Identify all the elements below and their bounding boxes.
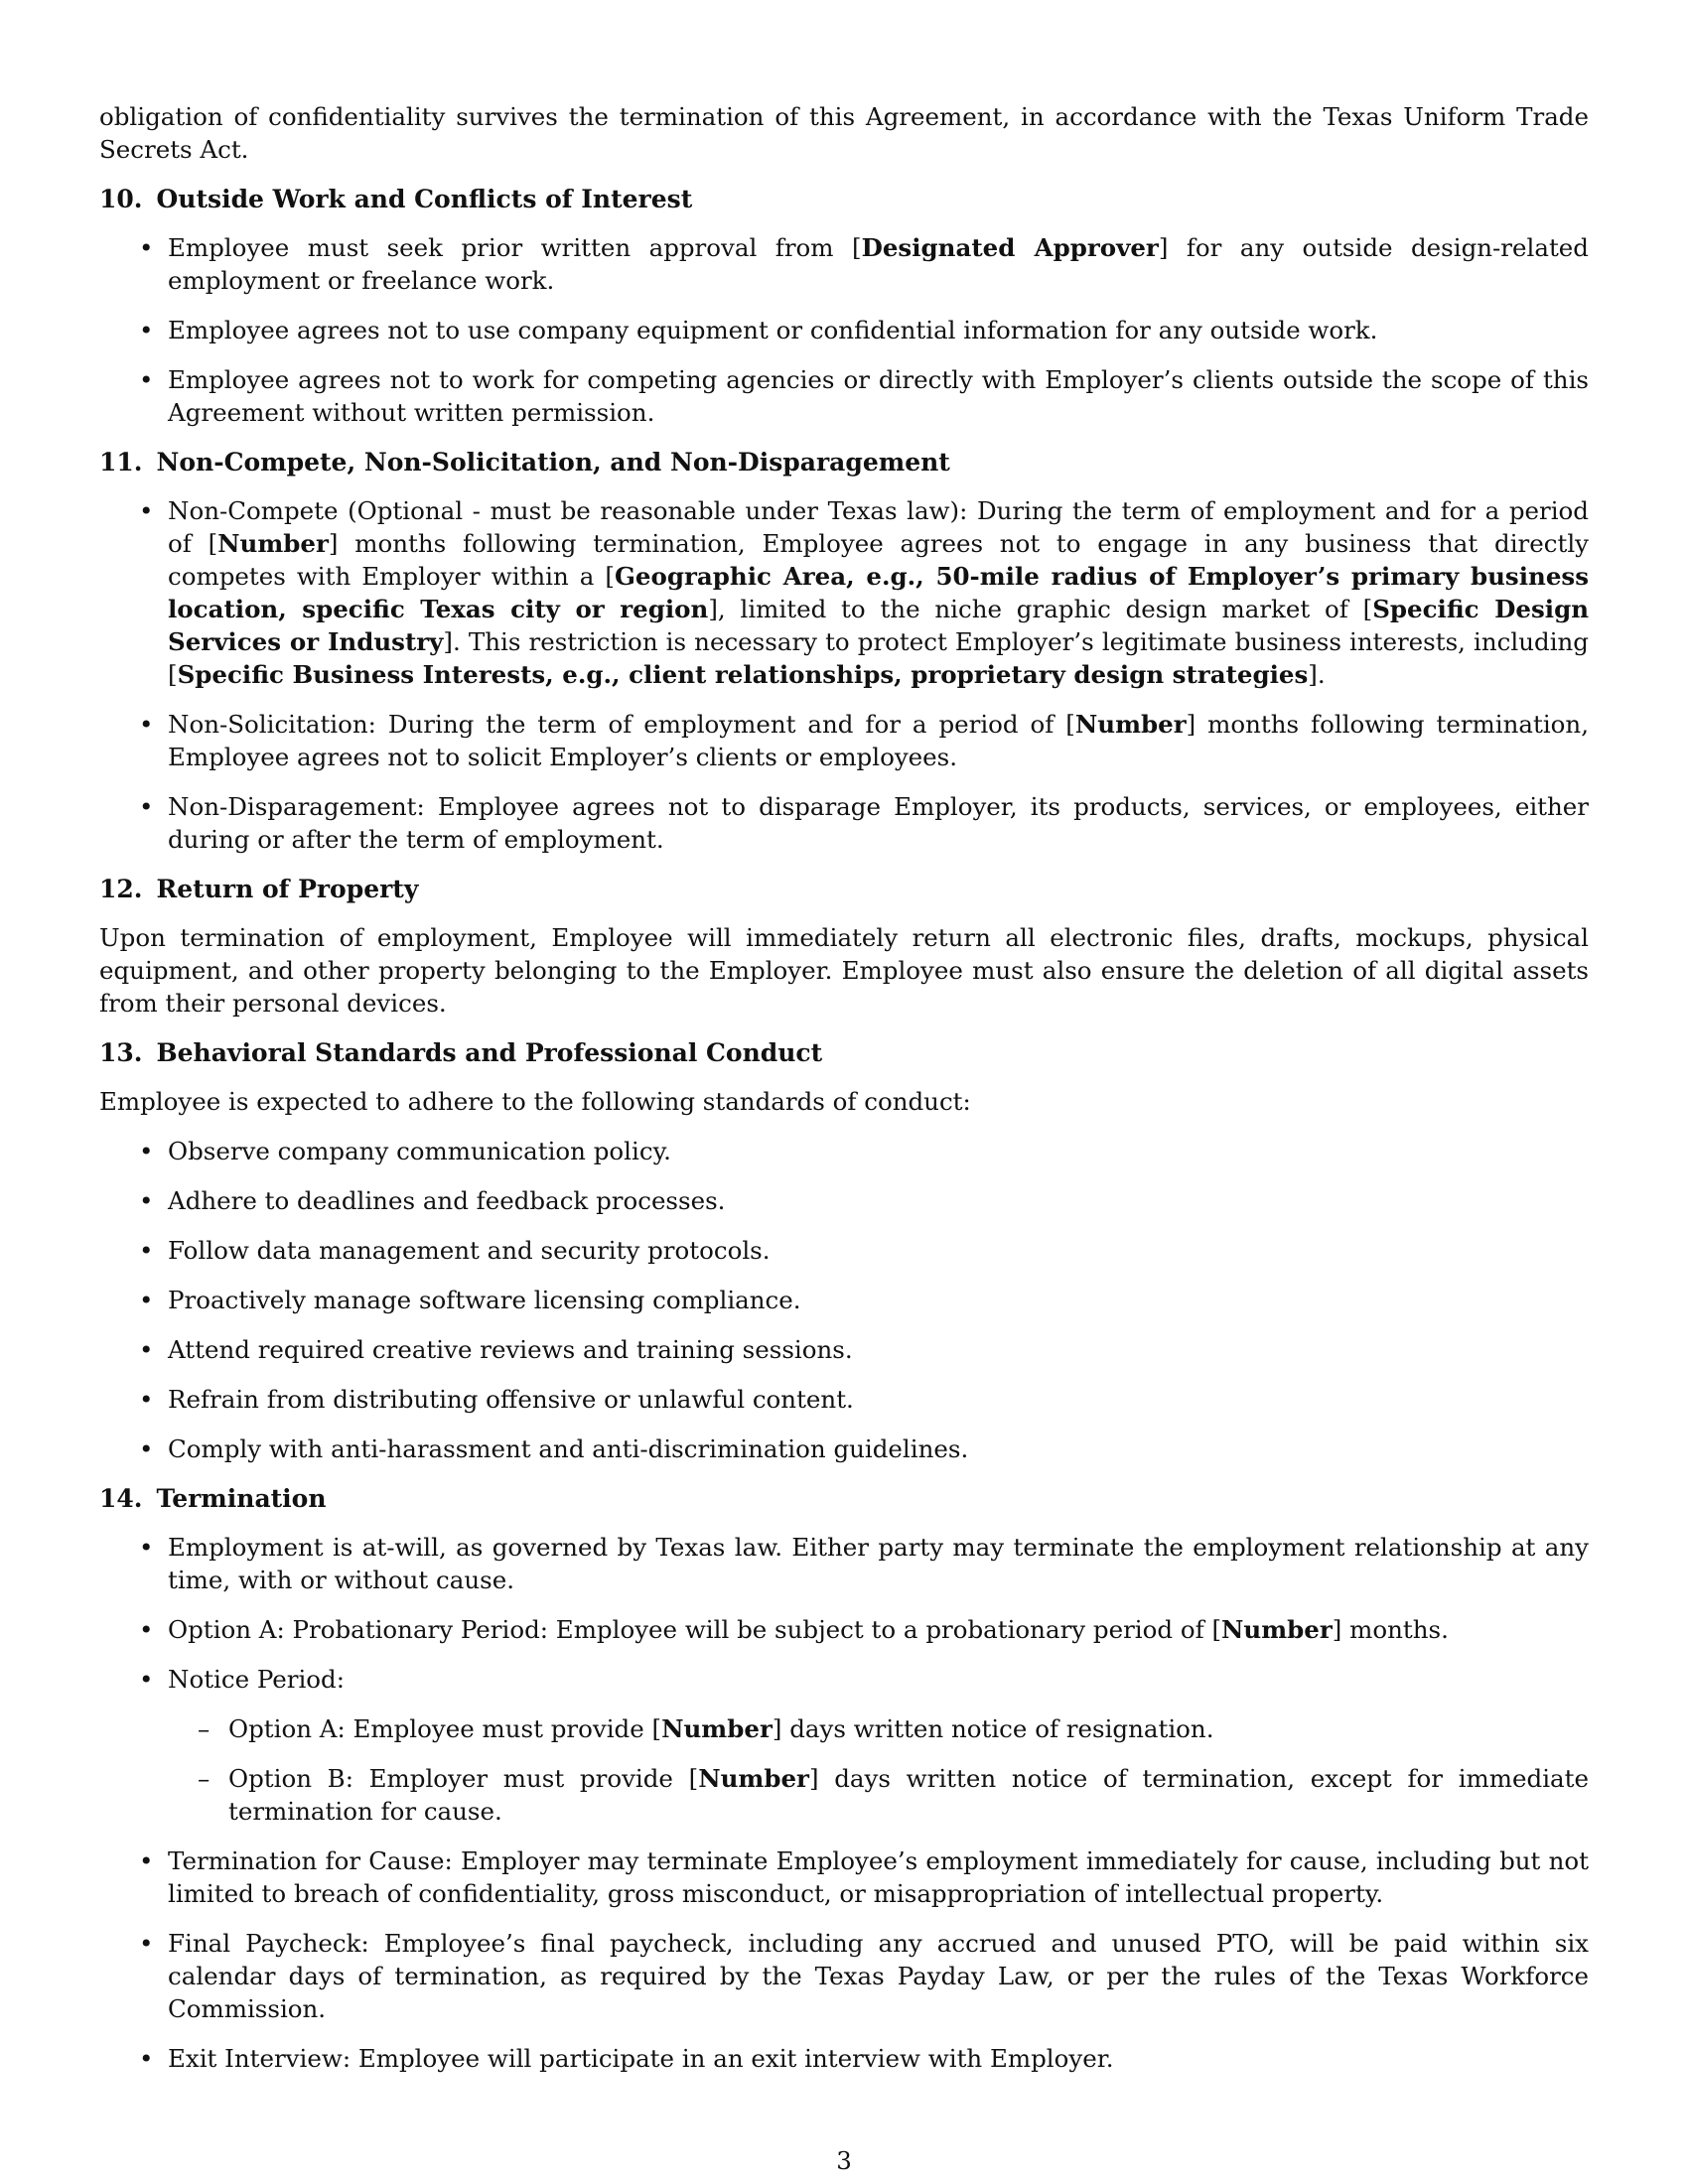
list-item: • Proactively manage software licensing compliance.: [99, 1284, 1589, 1316]
text-run: ] months following termination, Employee agrees not to engage in any business that directly competes with Employer within a [: [168, 529, 1589, 591]
list-item-exit-interview: • Exit Interview: Employee will participate in an exit interview with Employer.: [99, 2042, 1589, 2075]
section-title: Behavioral Standards and Professional Conduct: [156, 1038, 823, 1067]
section-number: 12.: [99, 875, 143, 903]
text-run: ] months following termination, Employee agrees not to solicit Employer’s clients or employees.: [168, 710, 1589, 771]
list-item-non-solicitation: [99, 708, 1589, 773]
list-item: • Refrain from distributing offensive or unlawful content.: [99, 1383, 1589, 1416]
section-number: 14.: [99, 1484, 143, 1513]
text-run: Non-Solicitation: During the term of employment and for a period of [: [168, 710, 1075, 739]
list-item-termination-for-cause: • Termination for Cause: Employer may terminate Employee’s employment immediately for cause, including but not limited to breach of confidentiality, gross misconduct, or misappropriation of intellectual property.: [99, 1844, 1589, 1910]
text-run: Option B: Employer must provide [: [228, 1764, 699, 1793]
sublist-item: [168, 1762, 1589, 1828]
text-run: ], limited to the niche graphic design market of [: [708, 595, 1373, 623]
section-title: Termination: [156, 1484, 327, 1513]
list-item-non-compete: [99, 494, 1589, 691]
text-run: Non-Compete (Optional - must be reasonable under Texas law): During the term of employment and for a period of [: [168, 496, 1589, 558]
placeholder-field: Number: [217, 529, 329, 558]
list-item: • Follow data management and security protocols.: [99, 1234, 1589, 1267]
section-title: Outside Work and Conflicts of Interest: [156, 185, 693, 213]
section-10-list: [99, 231, 1589, 429]
text-run: ] months.: [1332, 1615, 1449, 1644]
text-run: ]. This restriction is necessary to protect Employer’s legitimate business interests, including [: [168, 627, 1589, 689]
list-item: • Comply with anti-harassment and anti-discrimination guidelines.: [99, 1433, 1589, 1465]
list-item-non-disparagement: • Non-Disparagement: Employee agrees not to disparage Employer, its products, services, or employees, either during or after the term of employment.: [99, 790, 1589, 856]
text-run: Employee must seek prior written approval from [: [168, 233, 862, 262]
text-run: ] for any outside design-related employment or freelance work.: [168, 233, 1589, 295]
list-item-probation: [99, 1613, 1589, 1646]
list-item-at-will: • Employment is at-will, as governed by Texas law. Either party may terminate the employment relationship at any time, with or without cause.: [99, 1531, 1589, 1596]
placeholder-field: Number: [1074, 710, 1187, 739]
section-14-list: [99, 1531, 1589, 2075]
page-number: 3: [836, 2146, 852, 2175]
section-number: 13.: [99, 1038, 143, 1067]
document-page: [99, 100, 1589, 2092]
list-item: • Employee agrees not to work for competing agencies or directly with Employer’s clients outside the scope of this Agreement without written permission.: [99, 363, 1589, 429]
placeholder-field: Number: [1221, 1615, 1333, 1644]
text-run: ] days written notice of resignation.: [772, 1714, 1214, 1743]
section-title: Return of Property: [156, 875, 419, 903]
notice-sublist: [168, 1712, 1589, 1828]
sublist-item: [168, 1712, 1589, 1745]
section-number: 10.: [99, 185, 143, 213]
text-run: Option A: Probationary Period: Employee will be subject to a probationary period of [: [168, 1615, 1222, 1644]
list-item: • Observe company communication policy.: [99, 1135, 1589, 1167]
placeholder-field: Number: [661, 1714, 773, 1743]
text-run: ] days written notice of termination, except for immediate termination for cause.: [228, 1764, 1589, 1826]
placeholder-field: Geographic Area, e.g., 50-mile radius of Employer’s primary business location, specific Texas city or region: [168, 562, 1589, 623]
placeholder-field: Designated Approver: [861, 233, 1159, 262]
section-number: 11.: [99, 448, 143, 477]
section-13-heading: [99, 1036, 1589, 1069]
section-12-heading: [99, 873, 1589, 905]
text-run: Option A: Employee must provide [: [228, 1714, 662, 1743]
placeholder-field: Specific Design Services or Industry: [168, 595, 1590, 656]
section-14-heading: [99, 1482, 1589, 1515]
section-13-intro: Employee is expected to adhere to the following standards of conduct:: [99, 1087, 971, 1116]
text-run: ].: [1308, 660, 1326, 689]
section-12-body: Upon termination of employment, Employee will immediately return all electronic files, drafts, mockups, physical equipment, and other property belonging to the Employer. Employee must also ensure the deletion of all digital assets from their personal devices.: [99, 923, 1589, 1018]
list-item: • Adhere to deadlines and feedback processes.: [99, 1184, 1589, 1217]
list-item: [99, 231, 1589, 297]
list-item: • Employee agrees not to use company equipment or confidential information for any outside work.: [99, 314, 1589, 346]
section-10-heading: [99, 183, 1589, 215]
section-11-heading: [99, 446, 1589, 478]
list-item-final-paycheck: • Final Paycheck: Employee’s final paycheck, including any accrued and unused PTO, will be paid within six calendar days of termination, as required by the Texas Payday Law, or per the rules of the Texas Workforce Commission.: [99, 1927, 1589, 2025]
text-run: Notice Period:: [168, 1665, 345, 1694]
list-item: • Attend required creative reviews and training sessions.: [99, 1333, 1589, 1366]
section-11-list: [99, 494, 1589, 856]
carryover-paragraph: obligation of confidentiality survives the termination of this Agreement, in accordance with the Texas Uniform Trade Secrets Act.: [99, 102, 1589, 164]
placeholder-field: Specific Business Interests, e.g., client relationships, proprietary design strategies: [177, 660, 1309, 689]
placeholder-field: Number: [698, 1764, 809, 1793]
section-13-list: [99, 1135, 1589, 1465]
section-title: Non-Compete, Non-Solicitation, and Non-Disparagement: [156, 448, 950, 477]
list-item-notice-period: [99, 1663, 1589, 1828]
